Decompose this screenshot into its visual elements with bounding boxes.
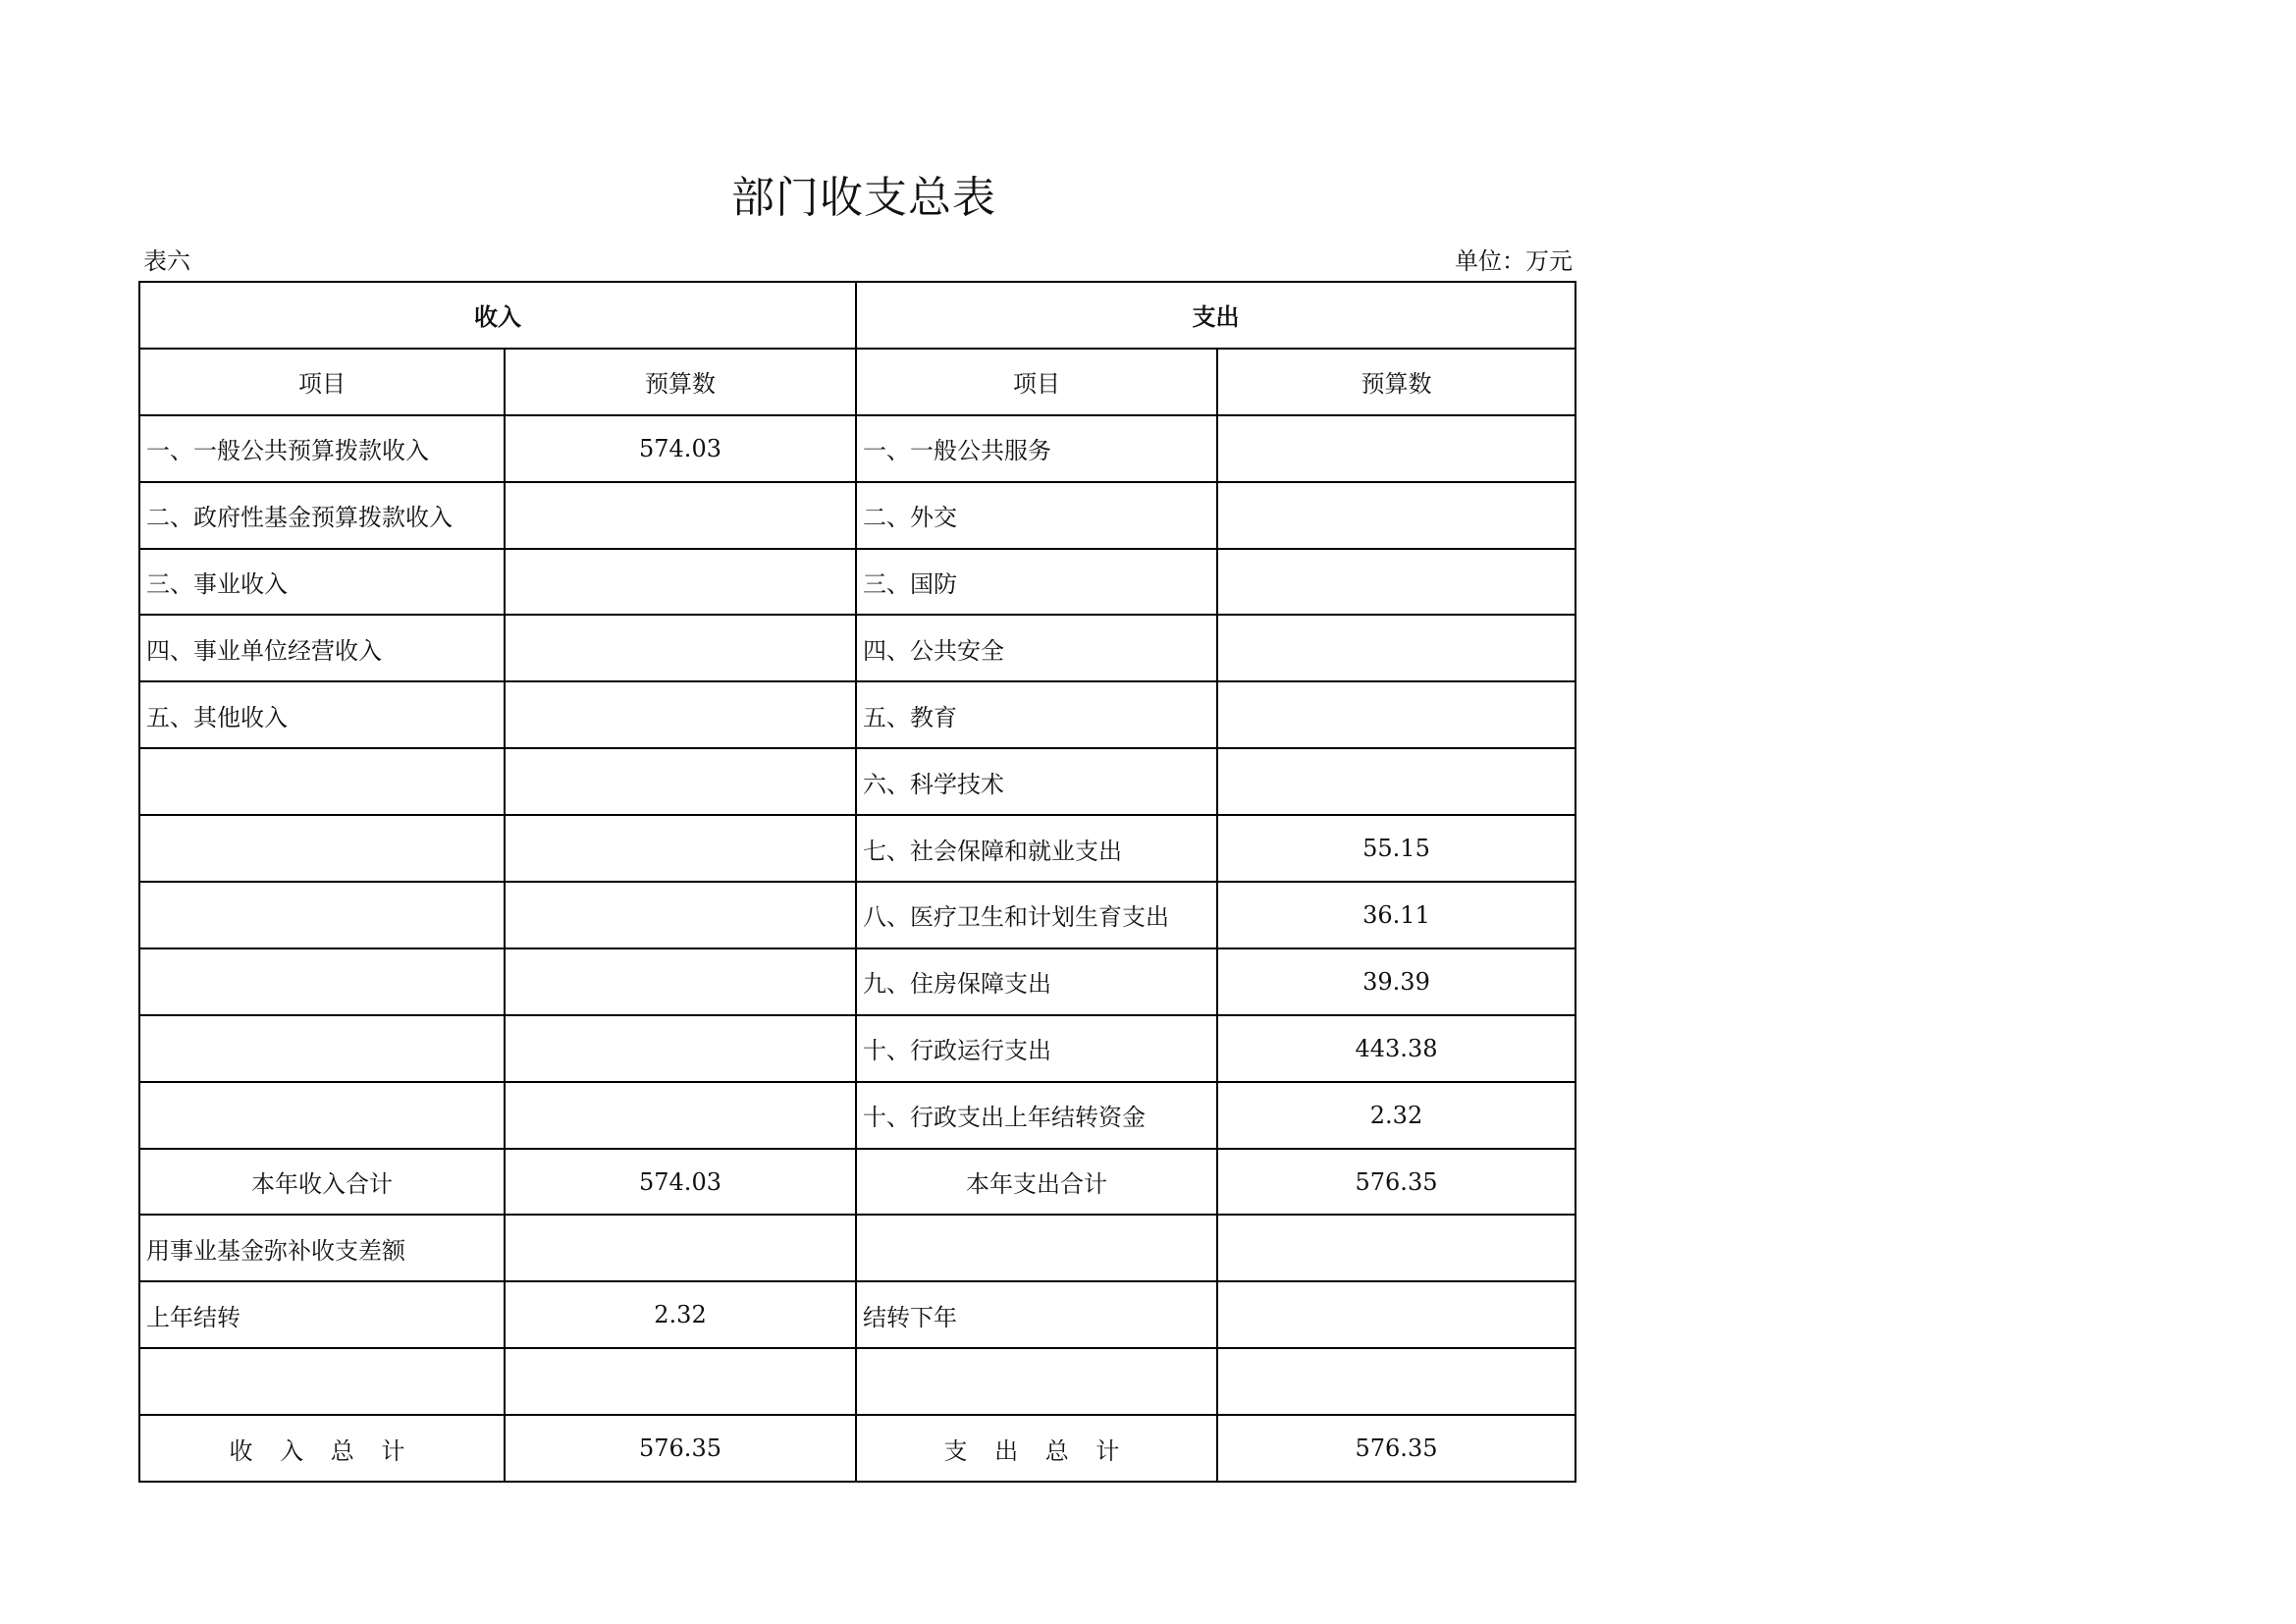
income-item-cell bbox=[139, 1348, 505, 1415]
expense-budget-header: 预算数 bbox=[1217, 349, 1575, 415]
table-row bbox=[139, 882, 1575, 948]
expense-item-cell: 支 出 总 计 bbox=[856, 1415, 1217, 1482]
table-row bbox=[139, 1281, 1575, 1348]
income-header: 收入 bbox=[139, 282, 856, 349]
income-value-cell bbox=[505, 1215, 856, 1281]
expense-value-cell bbox=[1217, 482, 1575, 549]
income-value-cell bbox=[505, 815, 856, 882]
expense-value-cell bbox=[1217, 681, 1575, 748]
expense-item-cell: 结转下年 bbox=[856, 1281, 1217, 1348]
income-item-cell: 五、其他收入 bbox=[139, 681, 505, 748]
budget-table bbox=[138, 281, 1576, 1483]
table-row bbox=[139, 1082, 1575, 1149]
expense-header: 支出 bbox=[856, 282, 1575, 349]
income-value-cell bbox=[505, 549, 856, 616]
expense-item-cell: 六、科学技术 bbox=[856, 748, 1217, 815]
expense-item-cell: 八、医疗卫生和计划生育支出 bbox=[856, 882, 1217, 948]
income-item-cell bbox=[139, 1082, 505, 1149]
expense-value-cell: 39.39 bbox=[1217, 948, 1575, 1015]
expense-item-header: 项目 bbox=[856, 349, 1217, 415]
expense-value-cell bbox=[1217, 1281, 1575, 1348]
expense-value-cell: 55.15 bbox=[1217, 815, 1575, 882]
expense-value-cell: 576.35 bbox=[1217, 1415, 1575, 1482]
expense-item-cell: 二、外交 bbox=[856, 482, 1217, 549]
income-item-cell: 四、事业单位经营收入 bbox=[139, 615, 505, 681]
table-row bbox=[139, 549, 1575, 616]
column-header-row bbox=[139, 349, 1575, 415]
expense-value-cell bbox=[1217, 748, 1575, 815]
income-item-cell: 一、一般公共预算拨款收入 bbox=[139, 415, 505, 482]
total-row bbox=[139, 1415, 1575, 1482]
expense-item-cell: 五、教育 bbox=[856, 681, 1217, 748]
expense-item-cell: 四、公共安全 bbox=[856, 615, 1217, 681]
income-value-cell: 574.03 bbox=[505, 415, 856, 482]
income-value-cell bbox=[505, 1015, 856, 1082]
income-value-cell: 2.32 bbox=[505, 1281, 856, 1348]
income-value-cell bbox=[505, 882, 856, 948]
expense-item-cell bbox=[856, 1348, 1217, 1415]
table-row bbox=[139, 948, 1575, 1015]
expense-value-cell: 443.38 bbox=[1217, 1015, 1575, 1082]
income-value-cell bbox=[505, 615, 856, 681]
expense-item-cell: 十、行政运行支出 bbox=[856, 1015, 1217, 1082]
income-value-cell bbox=[505, 1348, 856, 1415]
income-budget-header: 预算数 bbox=[505, 349, 856, 415]
income-item-cell: 本年收入合计 bbox=[139, 1149, 505, 1216]
table-row bbox=[139, 681, 1575, 748]
table-row bbox=[139, 815, 1575, 882]
expense-item-cell: 本年支出合计 bbox=[856, 1149, 1217, 1216]
income-item-cell: 收 入 总 计 bbox=[139, 1415, 505, 1482]
income-item-header: 项目 bbox=[139, 349, 505, 415]
expense-item-cell: 九、住房保障支出 bbox=[856, 948, 1217, 1015]
income-value-cell bbox=[505, 748, 856, 815]
expense-value-cell: 2.32 bbox=[1217, 1082, 1575, 1149]
table-row bbox=[139, 615, 1575, 681]
table-row bbox=[139, 1015, 1575, 1082]
income-item-cell bbox=[139, 1015, 505, 1082]
expense-value-cell bbox=[1217, 415, 1575, 482]
expense-value-cell bbox=[1217, 1215, 1575, 1281]
income-value-cell: 576.35 bbox=[505, 1415, 856, 1482]
income-item-cell bbox=[139, 748, 505, 815]
income-value-cell bbox=[505, 948, 856, 1015]
income-value-cell bbox=[505, 1082, 856, 1149]
section-header-row bbox=[139, 282, 1575, 349]
expense-item-cell: 三、国防 bbox=[856, 549, 1217, 616]
income-item-cell: 用事业基金弥补收支差额 bbox=[139, 1215, 505, 1281]
expense-value-cell: 36.11 bbox=[1217, 882, 1575, 948]
expense-item-cell: 七、社会保障和就业支出 bbox=[856, 815, 1217, 882]
income-item-cell bbox=[139, 882, 505, 948]
expense-item-cell: 一、一般公共服务 bbox=[856, 415, 1217, 482]
expense-value-cell bbox=[1217, 615, 1575, 681]
income-value-cell bbox=[505, 482, 856, 549]
expense-item-cell bbox=[856, 1215, 1217, 1281]
table-row bbox=[139, 1348, 1575, 1415]
income-item-cell: 三、事业收入 bbox=[139, 549, 505, 616]
income-item-cell: 上年结转 bbox=[139, 1281, 505, 1348]
table-row bbox=[139, 1215, 1575, 1281]
income-value-cell bbox=[505, 681, 856, 748]
unit-label: 单位：万元 bbox=[1455, 247, 1573, 275]
income-item-cell: 二、政府性基金预算拨款收入 bbox=[139, 482, 505, 549]
expense-value-cell: 576.35 bbox=[1217, 1149, 1575, 1216]
subtotal-row bbox=[139, 1149, 1575, 1216]
table-row bbox=[139, 748, 1575, 815]
income-item-cell bbox=[139, 948, 505, 1015]
table-number: 表六 bbox=[143, 247, 190, 275]
page-title: 部门收支总表 bbox=[731, 173, 996, 223]
income-value-cell: 574.03 bbox=[505, 1149, 856, 1216]
income-item-cell bbox=[139, 815, 505, 882]
expense-value-cell bbox=[1217, 549, 1575, 616]
table-row bbox=[139, 415, 1575, 482]
expense-item-cell: 十、行政支出上年结转资金 bbox=[856, 1082, 1217, 1149]
table-row bbox=[139, 482, 1575, 549]
expense-value-cell bbox=[1217, 1348, 1575, 1415]
